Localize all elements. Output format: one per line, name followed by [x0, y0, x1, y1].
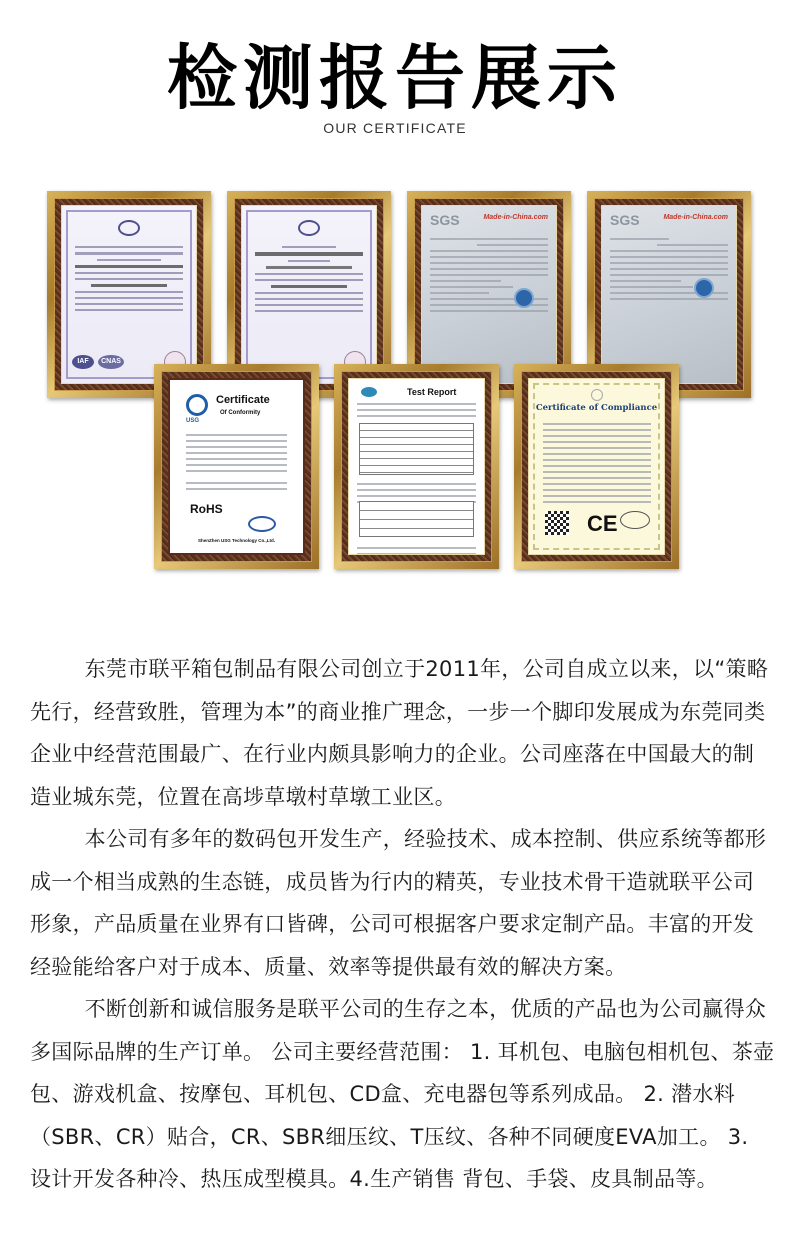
certification-emblem-icon — [118, 220, 140, 236]
certificate-subheading: Of Conformity — [220, 410, 261, 416]
qr-code — [545, 511, 569, 535]
rohs-mark: RoHS — [190, 502, 223, 516]
stamp-icon — [620, 511, 650, 529]
issuer-name: ShenZhen USG Technology Co.,Ltd. — [198, 538, 275, 543]
paragraph-business-scope: 不断创新和诚信服务是联平公司的生存之本，优质的产品也为公司赢得众多国际品牌的生产订单。 公司主要经营范围： 1. 耳机包、电脑包相机包、茶壶包、游戏机盒、按摩包、耳机包、CD盒、充电器包等系列成品。 2. 潜水料（SBR、CR）贴合，CR、SBR细压纹、T压纹、各种不同硬度EVA加工。 3. 设计开发各种冷、热压成型模具。4.生产销售 背包、手袋、皮具制品等。 — [30, 997, 775, 1191]
usg-logo-icon — [186, 394, 208, 416]
results-table — [359, 423, 474, 475]
substances-table — [359, 501, 474, 537]
made-in-china-logo: Made-in-China.com — [663, 214, 728, 221]
paragraph-capability: 本公司有多年的数码包开发生产，经验技术、成本控制、供应系统等都形成一个相当成熟的生态链，成员皆为行内的精英，专业技术骨干造就联平公司形象，产品质量在业界有口皆碑，公司可根据客户要求定制产品。丰富的开发经验能给客户对于成本、质量、效率等提供最有效的解决方案。 — [30, 827, 767, 979]
certificate-heading: Certificate — [216, 394, 270, 406]
certificate-frame-rohs — [154, 364, 319, 569]
emblem-icon — [591, 389, 603, 401]
cnas-badge: CNAS — [98, 355, 124, 369]
certificate-frame-ce — [514, 364, 679, 569]
report-heading: Test Report — [407, 387, 457, 397]
company-description — [30, 648, 775, 1201]
iaf-badge: IAF — [72, 355, 94, 369]
certification-badge-icon — [694, 278, 714, 298]
lab-logo-icon — [361, 387, 377, 397]
compliance-heading: Certificate of Compliance — [535, 403, 658, 413]
sgs-logo: SGS — [430, 212, 460, 228]
paragraph-intro: 东莞市联平箱包制品有限公司创立于2011年，公司自成立以来，以“策略先行，经营致胜，管理为本”的商业推广理念，一步一个脚印发展成为东莞同类企业中经营范围最广、在行业内颇具影响力的企业。公司座落在中国最大的制造业城东莞，位置在高埗草墩村草墩工业区。 — [30, 657, 769, 809]
made-in-china-logo: Made-in-China.com — [483, 214, 548, 221]
certificate-frame-test-report — [334, 364, 499, 569]
page-subtitle: OUR CERTIFICATE — [323, 120, 467, 136]
certification-emblem-icon — [298, 220, 320, 236]
sgs-logo: SGS — [610, 212, 640, 228]
stamp-icon — [248, 516, 276, 532]
ce-mark: CE — [587, 511, 618, 536]
page-title: 检测报告展示 — [167, 37, 623, 119]
certification-badge-icon — [514, 288, 534, 308]
usg-logo-text: USG — [186, 418, 200, 424]
